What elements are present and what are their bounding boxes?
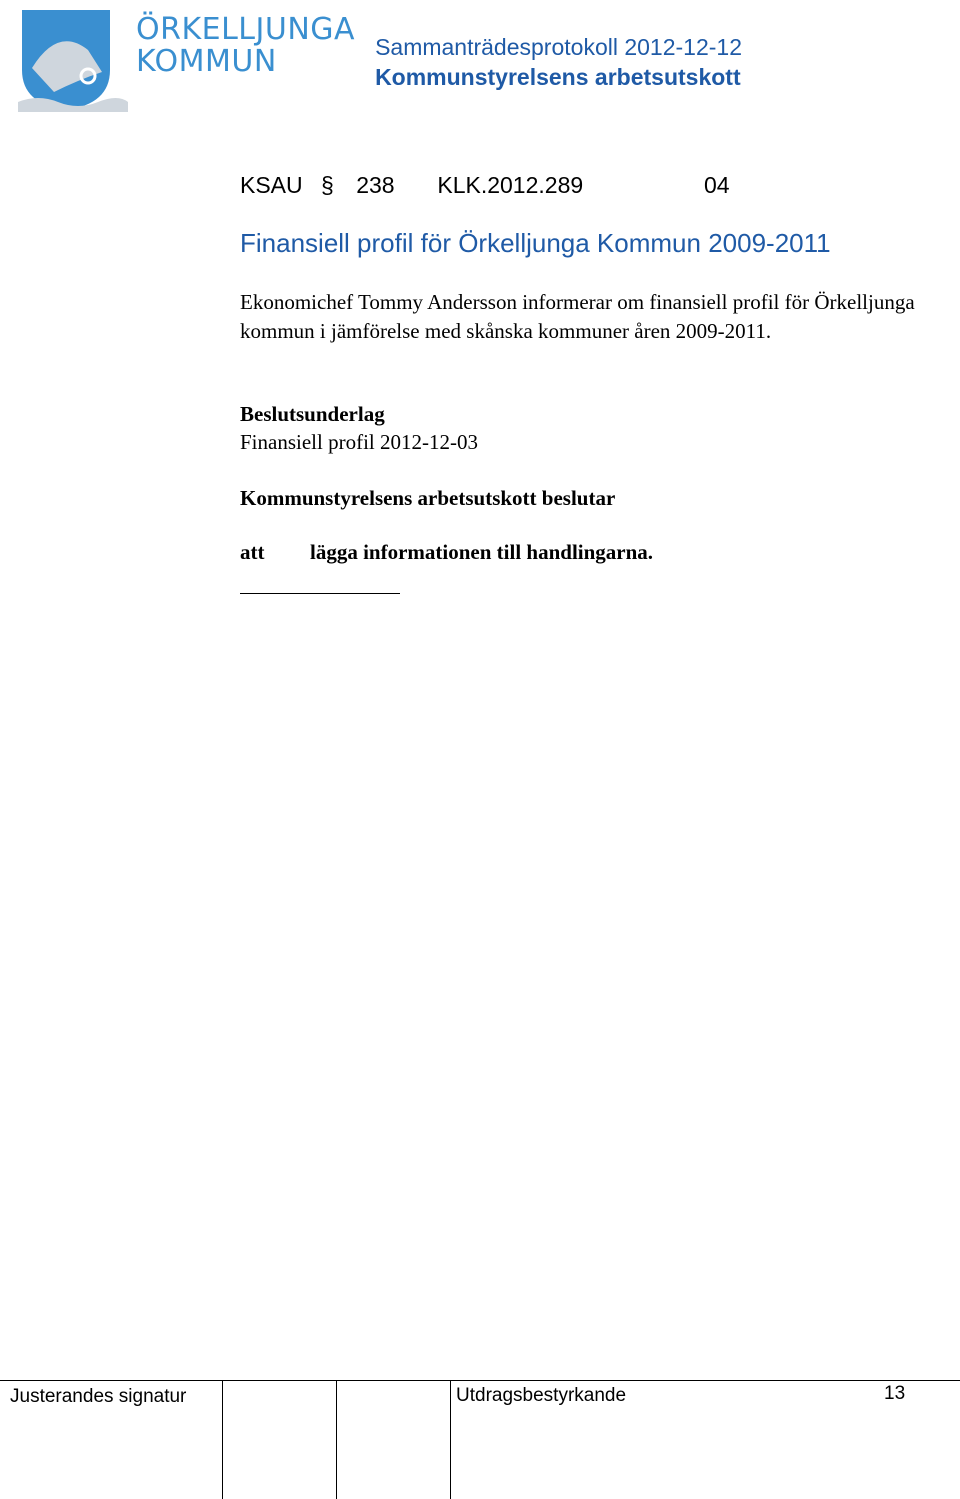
- beslutsunderlag-heading: Beslutsunderlag: [240, 402, 385, 426]
- decision-text: lägga informationen till handlingarna.: [310, 540, 654, 564]
- coat-of-arms-icon: [18, 6, 128, 116]
- utdragsbestyrkande-label: Utdragsbestyrkande: [456, 1385, 627, 1406]
- footer-divider: [222, 1381, 223, 1499]
- case-code: 04: [703, 172, 730, 198]
- separator-line: [240, 593, 400, 594]
- page-title: Finansiell profil för Örkelljunga Kommun 2009-2011: [240, 228, 831, 258]
- logo-line-1: ÖRKELLJUNGA: [136, 12, 356, 47]
- signature-footer: [0, 1380, 960, 1499]
- page-header: [375, 32, 742, 92]
- page-number: 13: [884, 1383, 906, 1404]
- ksau-label: KSAU: [240, 172, 303, 198]
- diarie-number: KLK.2012.289: [437, 172, 584, 198]
- beslutsunderlag-item: Finansiell profil 2012-12-03: [240, 430, 478, 454]
- logo-line-2: KOMMUN: [136, 44, 277, 79]
- paragraph-number: 238: [356, 172, 395, 198]
- committee-name: Kommunstyrelsens arbetsutskott: [375, 64, 741, 90]
- att-label: att: [240, 540, 265, 564]
- logo-wordmark: [136, 14, 355, 78]
- body-text: Ekonomichef Tommy Andersson informerar om finansiell profil för Örkelljunga kommun i jämförelse med skånska kommuner åren 2009-2011.: [240, 290, 915, 343]
- municipality-logo: [18, 6, 356, 116]
- decision-line: [240, 540, 653, 565]
- case-reference: [240, 172, 730, 199]
- footer-divider: [450, 1381, 451, 1499]
- footer-divider: [336, 1381, 337, 1499]
- justerandes-signatur-label: Justerandes signatur: [10, 1386, 187, 1407]
- svg-text:§: §: [321, 172, 335, 198]
- section-sign-icon: [321, 172, 335, 198]
- decision-heading: Kommunstyrelsens arbetsutskott beslutar: [240, 486, 616, 510]
- protocol-title: Sammanträdesprotokoll 2012-12-12: [375, 34, 742, 60]
